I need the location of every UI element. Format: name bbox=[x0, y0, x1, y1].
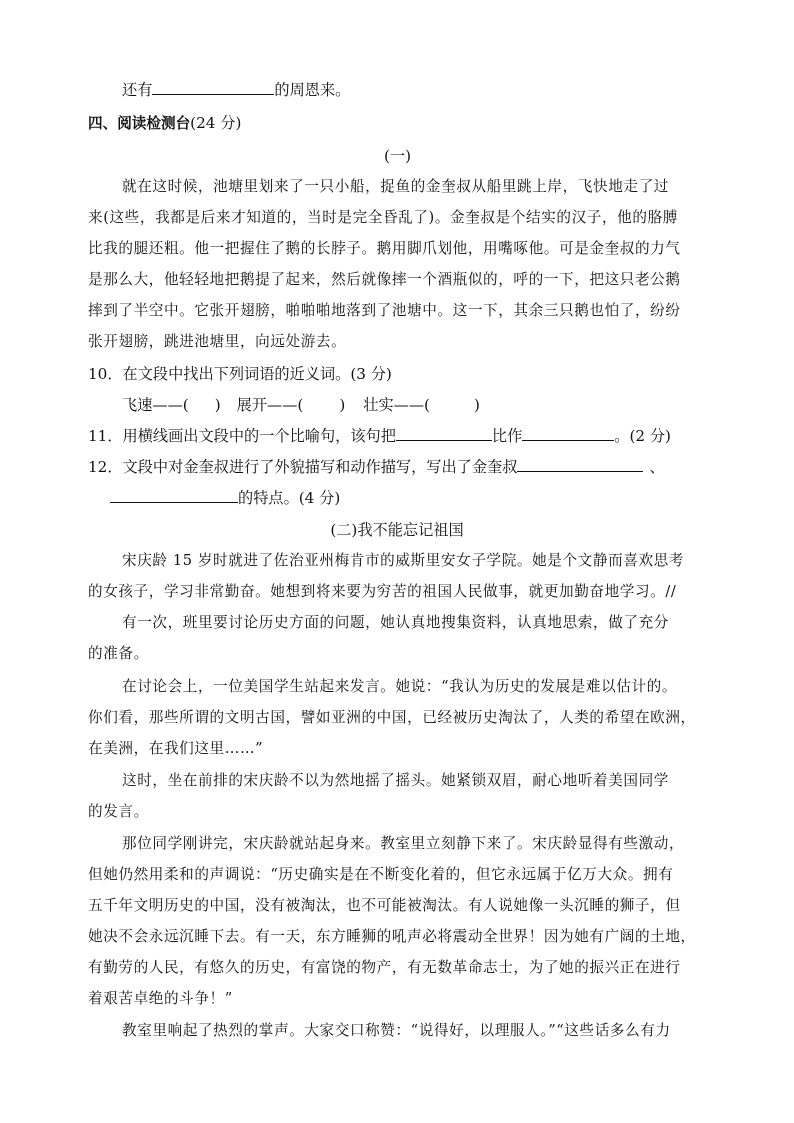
question-10: 10．在文段中找出下列词语的近义词。(3 分) bbox=[88, 365, 392, 383]
passage2-line: 这时，坐在前排的宋庆龄不以为然地摇了摇头。她紧锁双眉，耐心地听着美国同学 bbox=[122, 772, 669, 789]
passage2-line: 但她仍然用柔和的声调说：“历史确实是在不断变化着的，但它永远属于亿万大众。拥有 bbox=[88, 866, 674, 883]
question-12-text: 、 bbox=[649, 458, 665, 476]
passage2-line: 有一次，班里要讨论历史方面的问题，她认真地搜集资料，认真地思索，做了充分 bbox=[122, 614, 669, 631]
passage1-line: 来(这些，我都是后来才知道的，当时是完全昏乱了)。金奎叔是个结实的汉子，他的胳膊 bbox=[88, 209, 678, 226]
question-10-words bbox=[122, 395, 480, 415]
passage2-line: 她决不会永远沉睡下去。有一天，东方睡狮的吼声必将震动全世界！因为她有广阔的土地， bbox=[88, 928, 696, 945]
question-12-text: 12．文段中对金奎叔进行了外貌描写和动作描写，写出了金奎叔 bbox=[88, 458, 518, 476]
passage2-line: 那位同学刚讲完，宋庆龄就站起身来。教室里立刻静下来了。宋庆龄显得有些激动， bbox=[122, 835, 685, 852]
part1-label: (一) bbox=[384, 147, 412, 165]
passage2-line: 你们看，那些所谓的文明古国，譬如亚洲的中国，已经被历史淘汰了，人类的希望在欧洲， bbox=[88, 709, 696, 726]
answer-blank[interactable] bbox=[110, 488, 238, 503]
passage2-line: 的女孩子，学习非常勤奋。她想到将来要为穷苦的祖国人民做事，就更加勤奋地学习。// bbox=[88, 583, 677, 600]
passage2-line: 的准备。 bbox=[88, 645, 149, 662]
word-2: 展开——( bbox=[236, 396, 304, 414]
passage1-line: 摔到了半空中。它张开翅膀，啪啪啪地落到了池塘中。这一下，其余三只鹅也怕了，纷纷 bbox=[88, 302, 681, 319]
passage1-line: 张开翅膀，跳进池塘里，向远处游去。 bbox=[88, 333, 347, 350]
passage2-line: 宋庆龄 15 岁时就进了佐治亚州梅肯市的威斯里安女子学院。她是个文静而喜欢思考 bbox=[122, 552, 685, 569]
question-12-cont bbox=[110, 488, 340, 508]
part2-title: (二)我不能忘记祖国 bbox=[330, 521, 464, 539]
section-score: (24 分) bbox=[190, 114, 242, 132]
passage2-line: 的发言。 bbox=[88, 803, 149, 820]
question-11-text: 比作 bbox=[491, 427, 523, 445]
question-12-text: 的特点。(4 分) bbox=[238, 489, 341, 507]
answer-blank[interactable] bbox=[522, 426, 614, 441]
section-heading bbox=[88, 113, 241, 134]
answer-blank[interactable] bbox=[396, 426, 492, 441]
passage2-line: 在讨论会上，一位美国学生站起来发言。她说：“我认为历史的发展是难以估计的。 bbox=[122, 678, 678, 695]
question-11 bbox=[88, 426, 671, 446]
passage1-line: 比我的腿还粗。他一把握住了鹅的长脖子。鹅用脚爪划他，用嘴啄他。可是金奎叔的力气 bbox=[88, 240, 681, 257]
passage1-line: 就在这时候，池塘里划来了一只小船，捉鱼的金奎叔从船里跳上岸，飞快地走了过 bbox=[122, 178, 669, 195]
section-title: 四、阅读检测台 bbox=[88, 115, 191, 132]
passage2-line: 着艰苦卓绝的斗争！” bbox=[88, 990, 233, 1007]
answer-blank[interactable] bbox=[517, 457, 643, 472]
passage2-line: 有勤劳的人民，有悠久的历史，有富饶的物产，有无数革命志士，为了她的振兴正在进行 bbox=[88, 959, 681, 976]
word-1: 飞速——( bbox=[122, 396, 189, 414]
paren-close: ) bbox=[473, 396, 480, 414]
word-3: 壮实——( bbox=[363, 396, 430, 414]
text-prefix: 还有 bbox=[122, 81, 153, 99]
passage2-line: 在美洲，在我们这里……” bbox=[88, 740, 264, 757]
fill-in-line bbox=[122, 80, 350, 100]
passage2-line: 五千年文明历史的中国，没有被淘汰，也不可能被淘汰。有人说她像一头沉睡的狮子，但 bbox=[88, 897, 681, 914]
text-suffix: 的周恩来。 bbox=[274, 81, 351, 99]
passage2-line: 教室里响起了热烈的掌声。大家交口称赞：“说得好，以理服人。”“这些话多么有力 bbox=[122, 1022, 671, 1039]
question-11-text: 11．用横线画出文段中的一个比喻句，该句把 bbox=[88, 427, 396, 445]
answer-blank[interactable] bbox=[152, 80, 274, 95]
passage1-line: 是那么大，他轻轻地把鹅提了起来，然后就像摔一个酒瓶似的，呼的一下，把这只老公鹅 bbox=[88, 271, 681, 288]
question-12 bbox=[88, 457, 665, 477]
paren-close: ) bbox=[339, 396, 346, 414]
paren-close: ) bbox=[214, 396, 221, 414]
question-11-text: 。(2 分) bbox=[614, 427, 671, 445]
